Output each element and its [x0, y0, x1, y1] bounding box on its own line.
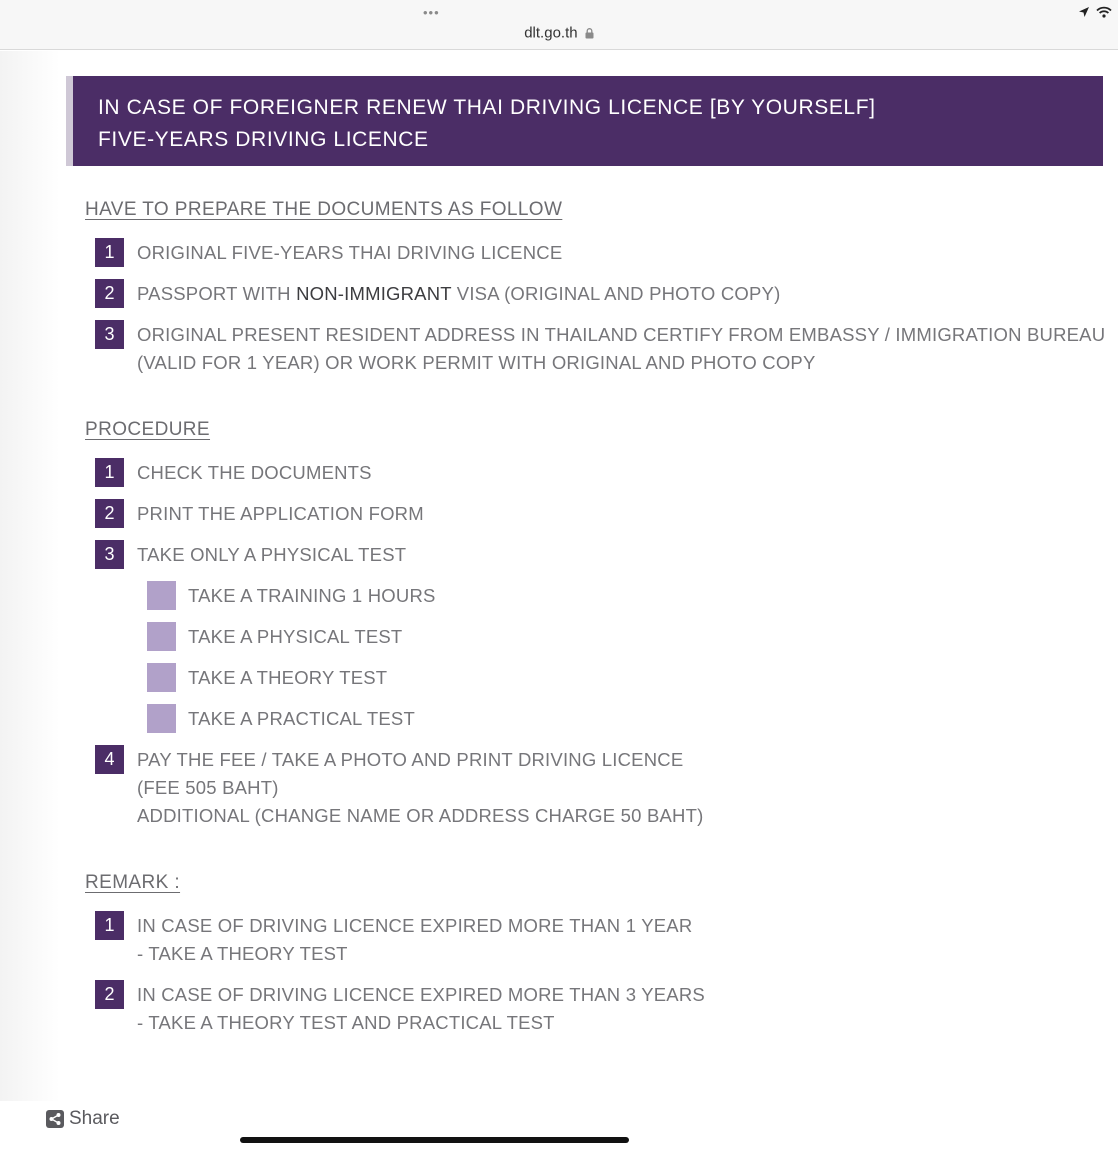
- remark-item: IN CASE OF DRIVING LICENCE EXPIRED MORE THAN 1 YEAR: [137, 915, 693, 936]
- procedure-step: TAKE ONLY A PHYSICAL TEST: [137, 544, 407, 565]
- wifi-icon: [1096, 6, 1112, 18]
- remark-item: IN CASE OF DRIVING LICENCE EXPIRED MORE THAN 3 YEARS: [137, 984, 705, 1005]
- page-margin: [0, 51, 60, 1101]
- sub-step-square: [147, 581, 176, 610]
- sub-step-square: [147, 704, 176, 733]
- remark-item-continued: - TAKE A THEORY TEST: [137, 943, 348, 964]
- additional-charge-text: ADDITIONAL (CHANGE NAME OR ADDRESS CHARGE 50 BAHT): [137, 805, 704, 826]
- document-item: [137, 280, 780, 308]
- url-text: dlt.go.th: [524, 24, 578, 42]
- procedure-step: PRINT THE APPLICATION FORM: [137, 503, 424, 524]
- page-title: [98, 92, 876, 156]
- number-badge: 1: [95, 238, 124, 267]
- documents-heading: HAVE TO PREPARE THE DOCUMENTS AS FOLLOW: [85, 199, 563, 220]
- share-icon: [46, 1110, 64, 1128]
- sub-step-square: [147, 622, 176, 651]
- status-icons: [1078, 6, 1112, 18]
- document-item: ORIGINAL PRESENT RESIDENT ADDRESS IN THAILAND CERTIFY FROM EMBASSY / IMMIGRATION BUREAU: [137, 324, 1106, 345]
- number-badge: 2: [95, 279, 124, 308]
- document-item-text: PASSPORT WITH: [137, 283, 297, 304]
- number-badge: 3: [95, 540, 124, 569]
- title-line-1: IN CASE OF FOREIGNER RENEW THAI DRIVING LICENCE [BY YOURSELF]: [98, 96, 876, 119]
- procedure-heading: PROCEDURE: [85, 419, 211, 440]
- number-badge: 1: [95, 911, 124, 940]
- number-badge: 1: [95, 458, 124, 487]
- title-banner: [66, 76, 1103, 166]
- document-item: ORIGINAL FIVE-YEARS THAI DRIVING LICENCE: [137, 242, 563, 263]
- title-line-2: FIVE-YEARS DRIVING LICENCE: [98, 128, 429, 151]
- procedure-sub-step: TAKE A PRACTICAL TEST: [188, 708, 415, 729]
- location-arrow-icon: [1078, 6, 1090, 18]
- share-label: Share: [69, 1108, 120, 1129]
- visa-type-highlight: NON-IMMIGRANT: [296, 283, 452, 304]
- browser-toolbar: [0, 0, 1118, 50]
- number-badge: 2: [95, 499, 124, 528]
- procedure-step: CHECK THE DOCUMENTS: [137, 462, 372, 483]
- document-item-text: VISA (ORIGINAL AND PHOTO COPY): [451, 283, 781, 304]
- document-item-continued: (VALID FOR 1 YEAR) OR WORK PERMIT WITH ORIGINAL AND PHOTO COPY: [137, 352, 816, 373]
- number-badge: 2: [95, 980, 124, 1009]
- home-indicator[interactable]: [240, 1137, 629, 1143]
- procedure-sub-step: TAKE A TRAINING 1 HOURS: [188, 585, 436, 606]
- remark-heading: REMARK :: [85, 872, 181, 893]
- procedure-sub-step: TAKE A PHYSICAL TEST: [188, 626, 403, 647]
- share-button[interactable]: [46, 1108, 120, 1130]
- remark-item-continued: - TAKE A THEORY TEST AND PRACTICAL TEST: [137, 1012, 555, 1033]
- number-badge: 3: [95, 320, 124, 349]
- number-badge: 4: [95, 745, 124, 774]
- tab-dots[interactable]: •••: [423, 5, 440, 20]
- sub-step-square: [147, 663, 176, 692]
- fee-text: (FEE 505 BAHT): [137, 777, 279, 798]
- procedure-sub-step: TAKE A THEORY TEST: [188, 667, 388, 688]
- address-bar[interactable]: [0, 24, 1118, 42]
- lock-icon: [585, 28, 594, 39]
- procedure-step: PAY THE FEE / TAKE A PHOTO AND PRINT DRIVING LICENCE: [137, 749, 684, 770]
